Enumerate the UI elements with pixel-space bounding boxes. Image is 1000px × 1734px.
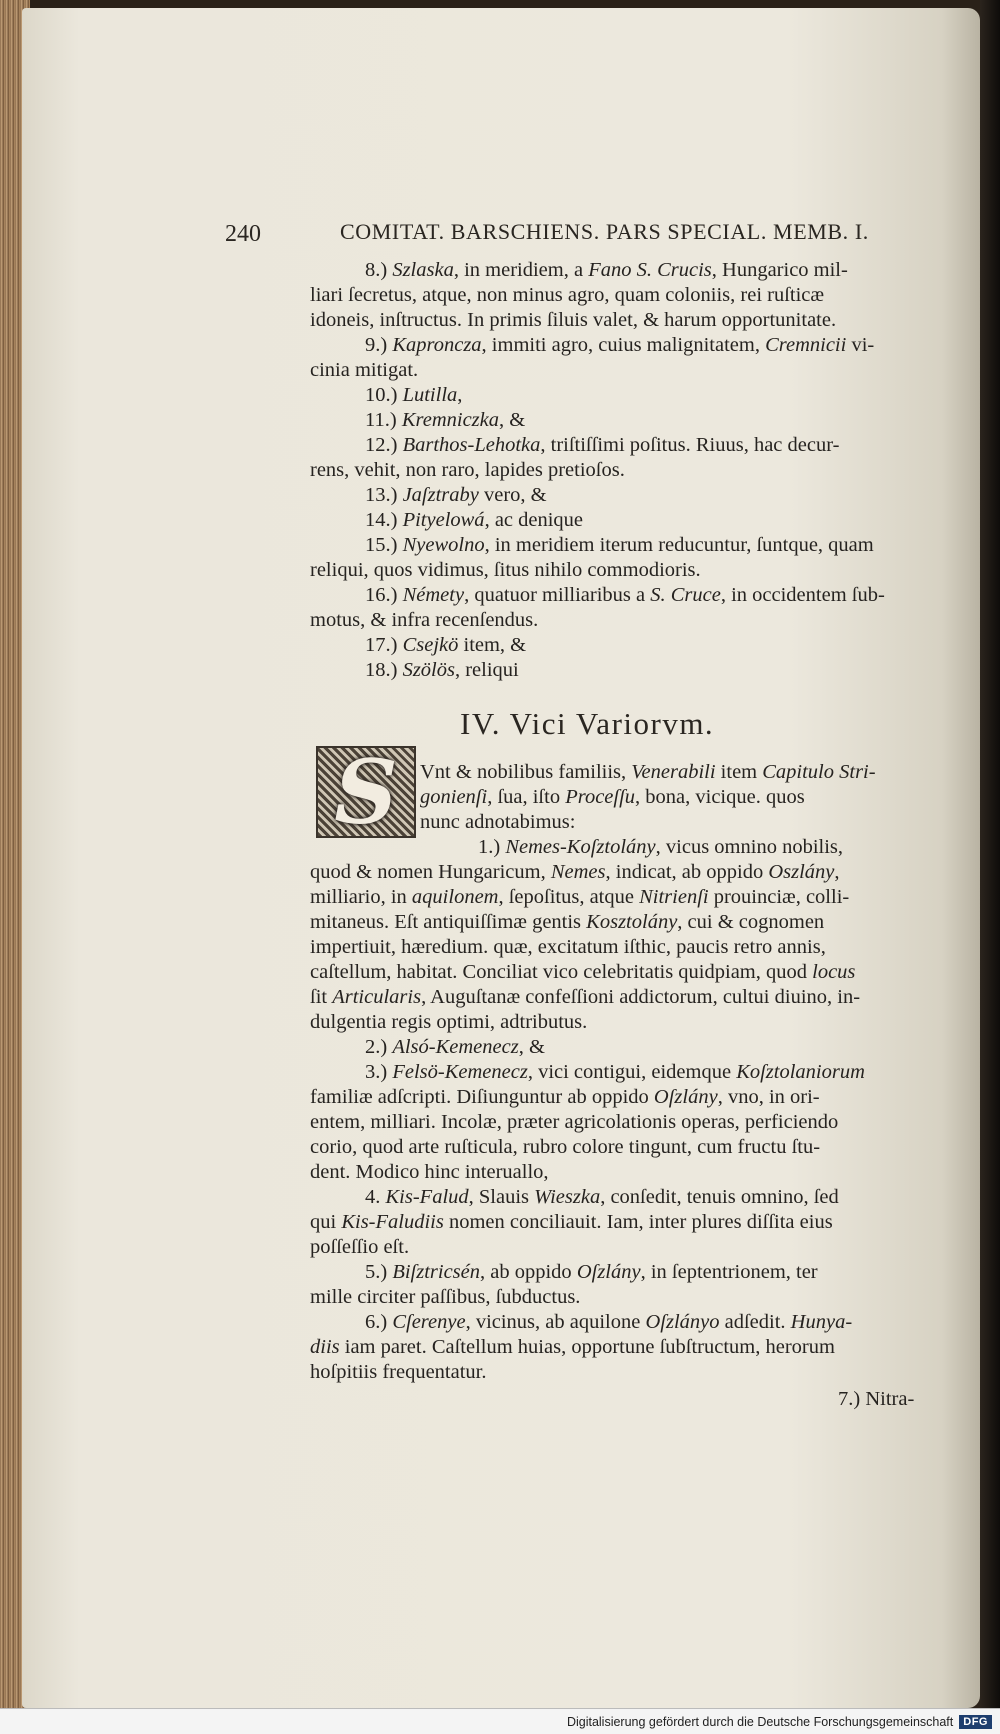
text-segment: reliqui, quos vidimus, ſitus nihilo commodioris. [310,559,701,581]
text-segment: , [457,384,463,406]
italic-name: gonienſi [420,786,488,808]
text-line [310,1360,487,1384]
text-line [365,408,525,432]
text-segment: 12.) [365,434,403,456]
text-line [420,760,876,784]
text-segment: nunc adnotabimus: [420,811,576,833]
text-segment: , & [499,409,526,431]
italic-name: Szölös [402,659,455,681]
text-segment: 4. [365,1186,386,1208]
italic-name: Oszlány [768,861,835,883]
italic-name: Cſerenye [392,1311,466,1333]
text-line [310,1135,820,1159]
text-segment: prouinciæ, colli- [708,886,850,908]
text-line [310,1160,549,1184]
text-line [310,1335,835,1359]
text-line [310,960,855,984]
italic-name: Nyewolno [402,534,485,556]
text-line [310,1235,409,1259]
text-segment: qui [310,1211,342,1233]
text-segment: 3.) [365,1061,393,1083]
text-segment: motus, & infra recenſendus. [310,609,539,631]
text-segment: , indicat, ab oppido [605,861,769,883]
text-segment: , triſtiſſimi poſitus. Riuus, hac decur- [540,434,840,456]
text-segment: , vno, in ori- [717,1086,820,1108]
text-segment: , in ſeptentrionem, ter [640,1261,818,1283]
text-segment: , conſedit, tenuis omnino, ſed [600,1186,839,1208]
text-segment: dulgentia regis optimi, adtributus. [310,1011,588,1033]
text-segment: mille circiter paſſibus, ſubductus. [310,1286,581,1308]
text-segment: item [715,761,763,783]
text-segment: , in meridiem iterum reducuntur, ſuntque, quam [484,534,874,556]
decorative-initial-s [316,740,416,844]
italic-name: Kaproncza [392,334,482,356]
text-line [310,558,701,582]
italic-name: aquilonem [411,886,499,908]
dfg-logo: DFG [959,1715,992,1729]
italic-name: Nitrienſi [639,886,709,908]
text-segment: liari ſecretus, atque, non minus agro, quam coloniis, rei ruſticæ [310,284,825,306]
footer-credit: Digitalisierung gefördert durch die Deutsche Forschungsgemeinschaft [566,1714,954,1729]
text-segment: , ac denique [484,509,584,531]
text-segment: , vici contigui, eidemque [527,1061,737,1083]
text-line [310,1110,838,1134]
italic-name: Proceſſu [565,786,636,808]
text-line [420,810,575,834]
text-line [365,508,583,532]
text-line [478,835,843,859]
text-segment: familiæ adſcripti. Diſiunguntur ab oppido [310,1086,654,1108]
italic-name: Biſztricsén [392,1261,481,1283]
italic-name: Articularis [332,986,422,1008]
text-line [310,935,826,959]
italic-name: Oſzlány [576,1261,641,1283]
text-line [310,860,840,884]
text-line [365,533,874,557]
text-segment: ſit [310,986,333,1008]
text-line [365,1035,545,1059]
text-segment: impertiuit, hæredium. quæ, excitatum iſthic, paucis retro annis, [310,936,826,958]
text-line [365,333,874,357]
text-segment: 1.) [478,836,506,858]
text-segment: , ab oppido [480,1261,577,1283]
text-segment: milliario, in [310,886,412,908]
text-segment: cinia mitigat. [310,359,419,381]
text-line [310,358,418,382]
text-segment: Vnt & nobilibus familiis, [420,761,632,783]
text-segment: , Auguſtanæ confeſſioni addictorum, cultui diuino, in- [421,986,861,1008]
italic-name: Csejkö [402,634,459,656]
page-number: 240 [225,221,261,247]
text-segment: adſedit. [719,1311,791,1333]
italic-name: Felsö-Kemenecz [392,1061,528,1083]
text-segment: nomen conciliauit. Iam, inter plures diſſita eius [443,1211,833,1233]
italic-name: Alsó-Kemenecz [392,1036,519,1058]
text-segment: , quatuor milliaribus a [464,584,651,606]
text-segment: corio, quod arte ruſticula, rubro colore tingunt, cum fructu ſtu- [310,1136,821,1158]
text-segment: idoneis, inſtructus. In primis ſiluis valet, & harum opportunitate. [310,309,837,331]
italic-name: Kremniczka [401,409,499,431]
text-line [365,433,839,457]
text-segment: 14.) [365,509,403,531]
text-line [310,458,625,482]
text-line [365,383,462,407]
text-line [310,1010,587,1034]
italic-name: Szlaska [392,259,454,281]
text-segment: , immiti agro, cuius malignitatem, [481,334,766,356]
text-segment: , & [518,1036,545,1058]
italic-name: Kis-Falud [385,1186,469,1208]
book-spine-shadow [980,0,1000,1734]
catchword: 7.) Nitra- [838,1388,915,1410]
text-segment: 11.) [365,409,402,431]
italic-name: S. Cruce [650,584,721,606]
text-line [310,910,824,934]
text-segment: , Slauis [468,1186,535,1208]
text-segment: iam paret. Caſtellum huias, opportune ſubſtructum, herorum [339,1336,835,1358]
text-segment: 16.) [365,584,403,606]
text-segment: entem, milliari. Incolæ, præter agricolationis operas, perficiendo [310,1111,839,1133]
text-line [310,1085,820,1109]
text-segment: poſſeſſio eſt. [310,1236,410,1258]
text-segment: 2.) [365,1036,393,1058]
italic-name: Nemes-Koſztolány [505,836,656,858]
text-segment: 13.) [365,484,403,506]
text-segment: , in occidentem ſub- [720,584,885,606]
italic-name: Jaſztraby [402,484,479,506]
italic-name: Fano S. Crucis [588,259,712,281]
text-line [310,1210,833,1234]
digitization-footer [0,1708,1000,1734]
text-segment: vi- [846,334,875,356]
text-line [365,1185,839,1209]
italic-name: Koſztolaniorum [736,1061,865,1083]
italic-name: Oſzlány [653,1086,718,1108]
text-segment: 15.) [365,534,403,556]
text-line [365,483,547,507]
text-segment: 17.) [365,634,403,656]
text-line [365,583,885,607]
text-segment: dent. Modico hinc interuallo, [310,1161,549,1183]
text-line [365,258,848,282]
text-line [310,985,860,1009]
text-line [365,1260,818,1284]
text-segment: , bona, vicique. quos [635,786,805,808]
italic-name: Wieszka [534,1186,601,1208]
italic-name: Venerabili [631,761,716,783]
text-segment: 5.) [365,1261,393,1283]
italic-name: Pityelowá [402,509,485,531]
text-line [310,283,824,307]
text-segment: 6.) [365,1311,393,1333]
text-line [365,633,526,657]
italic-name: diis [310,1336,340,1358]
text-line [365,1310,852,1334]
running-title: COMITAT. BARSCHIENS. PARS SPECIAL. MEMB. I. [340,219,869,244]
italic-name: Lutilla [402,384,458,406]
text-segment: 10.) [365,384,403,406]
text-segment: , vicinus, ab aquilone [465,1311,646,1333]
text-segment: , ſua, iſto [487,786,566,808]
italic-name: locus [812,961,856,983]
italic-name: Capitulo Stri- [762,761,876,783]
text-segment: hoſpitiis frequentatur. [310,1361,487,1383]
italic-name: Kosztolány [586,911,678,933]
text-segment: 18.) [365,659,403,681]
text-line [310,308,836,332]
text-segment: item, & [458,634,527,656]
italic-name: Barthos-Lehotka [402,434,541,456]
text-segment: vero, & [478,484,547,506]
italic-name: Némety [402,584,465,606]
text-segment: 9.) [365,334,393,356]
text-segment: , cui & cognomen [677,911,825,933]
italic-name: Oſzlányo [645,1311,720,1333]
text-segment: , Hungarico mil- [711,259,848,281]
text-segment: , reliqui [454,659,519,681]
text-line [310,885,849,909]
text-segment: , vicus omnino nobilis, [655,836,844,858]
text-line [365,658,519,682]
text-segment: , ſepoſitus, atque [498,886,640,908]
section-heading: IV. Vici Variorvm. [460,706,715,741]
italic-name: Hunya- [790,1311,853,1333]
text-segment: quod & nomen Hungaricum, [310,861,551,883]
text-segment: 8.) [365,259,393,281]
text-line [310,1285,580,1309]
italic-name: Kis-Faludiis [341,1211,444,1233]
text-segment: mitaneus. Eſt antiquiſſimæ gentis [310,911,587,933]
dropcap-letter: S [334,740,398,844]
text-segment: , in meridiem, a [453,259,589,281]
italic-name: Cremnicii [765,334,847,356]
text-segment: caſtellum, habitat. Conciliat vico celebritatis quidpiam, quod [310,961,813,983]
italic-name: Nemes [550,861,606,883]
text-line [420,785,805,809]
text-line [365,1060,865,1084]
text-segment: , [834,861,840,883]
text-segment: rens, vehit, non raro, lapides pretioſos. [310,459,625,481]
text-line [310,608,538,632]
